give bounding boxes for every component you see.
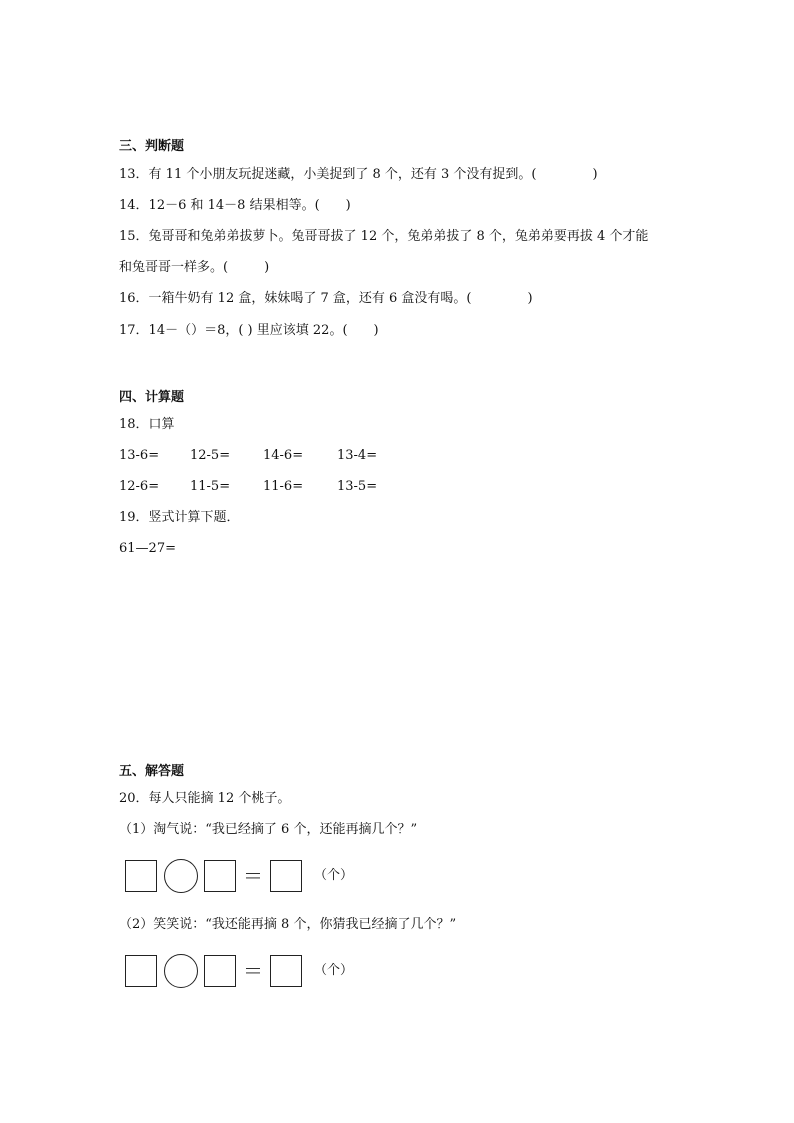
question-17-close: ) — [373, 323, 379, 338]
question-17 — [119, 322, 379, 340]
oral-calc-1-4: 13-4= — [337, 448, 378, 463]
question-15-line1: 15．兔哥哥和兔弟弟拔萝卜。兔哥哥拔了 12 个，兔弟弟拔了 8 个，兔弟弟要再拔 4 个才能 — [119, 229, 649, 244]
question-14-text: 14．12－6 和 14－8 结果相等。( — [119, 198, 320, 213]
answer-box-2b[interactable] — [204, 955, 236, 987]
answer-box-1a[interactable] — [125, 860, 157, 892]
answer-box-1c[interactable] — [270, 860, 302, 892]
question-16 — [119, 290, 533, 308]
section-title-judgement: 三、判断题 — [119, 139, 185, 154]
question-14 — [119, 197, 351, 215]
oral-calc-2-3: 11-6= — [263, 479, 304, 494]
oral-calc-1-3: 14-6= — [263, 448, 304, 463]
question-20-part-1: （1）淘气说：“我已经摘了 6 个，还能再摘几个？” — [119, 822, 418, 837]
oral-calc-2-4: 13-5= — [337, 479, 378, 494]
oral-calc-1-1: 13-6= — [119, 448, 160, 463]
question-20: 20．每人只能摘 12 个桃子。 — [119, 791, 291, 806]
section-title-word-problems: 五、解答题 — [119, 764, 185, 779]
question-17-text: 17．14－（）＝8，( ) 里应该填 22。( — [119, 323, 348, 338]
question-16-close: ) — [527, 291, 533, 306]
question-13-close: ) — [592, 167, 598, 182]
question-18: 18．口算 — [119, 417, 175, 432]
answer-box-1b[interactable] — [204, 860, 236, 892]
oral-calc-1-2: 12-5= — [190, 448, 231, 463]
question-20-part-2: （2）笑笑说：“我还能再摘 8 个，你猜我已经摘了几个？” — [119, 917, 457, 932]
question-15-line2 — [119, 259, 269, 277]
unit-label-1: （个） — [314, 868, 354, 883]
answer-box-2c[interactable] — [270, 955, 302, 987]
operator-circle-1[interactable] — [164, 859, 198, 893]
oral-calc-2-2: 11-5= — [190, 479, 231, 494]
oral-calc-2-1: 12-6= — [119, 479, 160, 494]
question-19: 19．竖式计算下题． — [119, 510, 240, 525]
unit-label-2: （个） — [314, 963, 354, 978]
equals-sign-1: ＝ — [243, 864, 263, 888]
section-title-calculation: 四、计算题 — [119, 390, 185, 405]
equals-sign-2: ＝ — [243, 959, 263, 983]
question-13 — [119, 166, 598, 184]
operator-circle-2[interactable] — [164, 954, 198, 988]
question-14-close: ) — [345, 198, 351, 213]
question-19-expression: 61—27= — [119, 541, 176, 556]
question-16-text: 16．一箱牛奶有 12 盒，妹妹喝了 7 盒，还有 6 盒没有喝。( — [119, 291, 472, 306]
question-15-text: 和兔哥哥一样多。( — [119, 260, 229, 275]
question-15-close: ) — [264, 260, 270, 275]
question-13-text: 13．有 11 个小朋友玩捉迷藏，小美捉到了 8 个，还有 3 个没有捉到。( — [119, 167, 537, 182]
answer-box-2a[interactable] — [125, 955, 157, 987]
